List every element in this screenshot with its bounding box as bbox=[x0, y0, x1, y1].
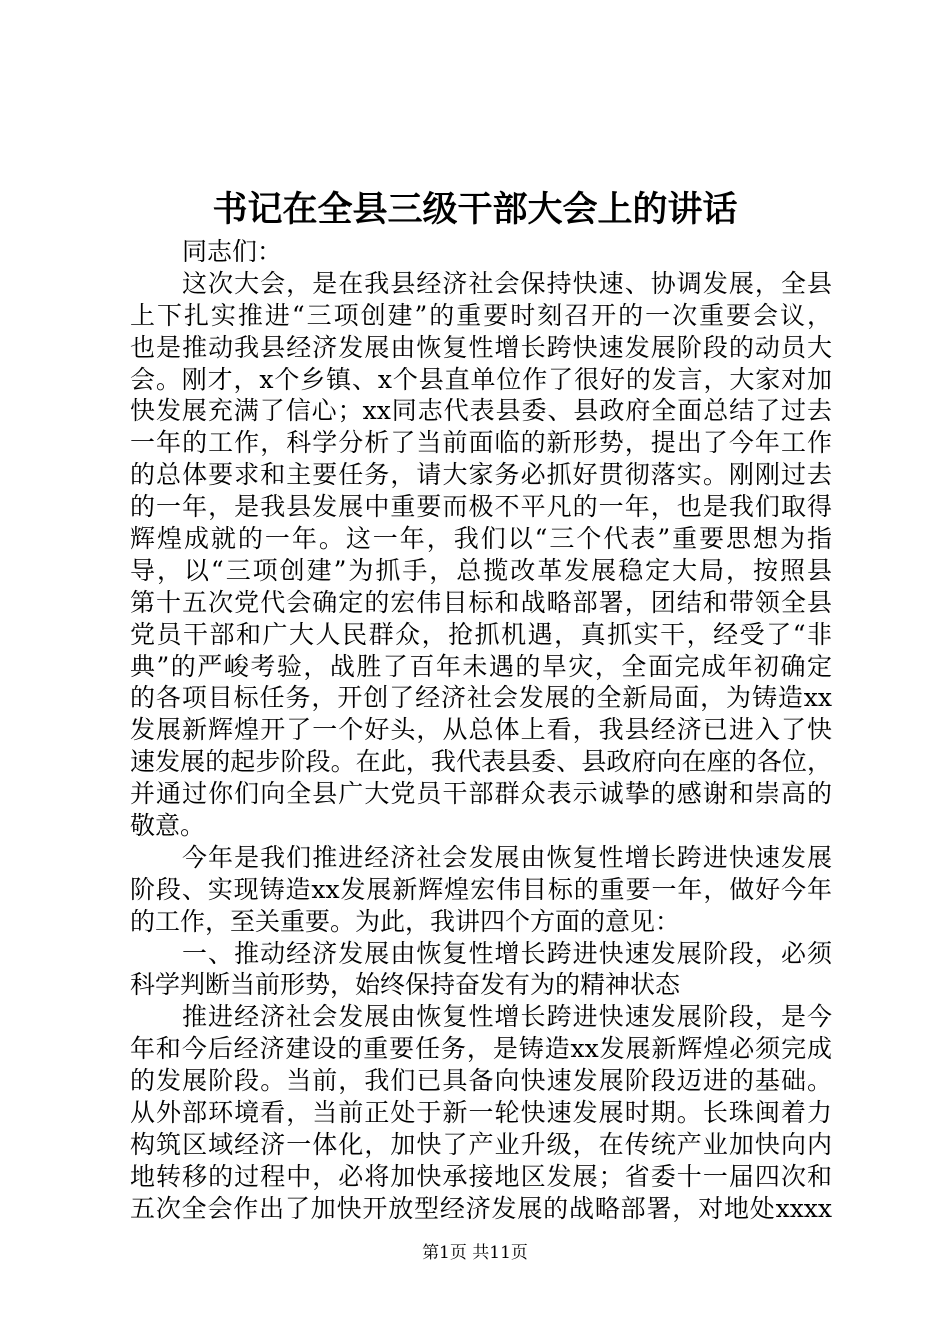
body-line: 一、推动经济发展由恢复性增长跨进快速发展阶段，必须 bbox=[182, 938, 832, 968]
body-line: 同志们： bbox=[182, 237, 283, 266]
body-line: 一年的工作，科学分析了当前面临的新形势，提出了今年工作 bbox=[130, 428, 832, 458]
body-line: 会。刚才，x个乡镇、x个县直单位作了很好的发言，大家对加 bbox=[130, 364, 832, 394]
body-line: 典”的严峻考验，战胜了百年未遇的旱灾，全面完成年初确定 bbox=[130, 651, 832, 681]
body-line: 构筑区域经济一体化，加快了产业升级，在传统产业加快向内 bbox=[130, 1129, 832, 1159]
body-line: 的发展阶段。当前，我们已具备向快速发展阶段迈进的基础。 bbox=[130, 1066, 832, 1096]
body-line: 的总体要求和主要任务，请大家务必抓好贯彻落实。刚刚过去 bbox=[130, 460, 832, 490]
body-line: 辉煌成就的一年。这一年，我们以“三个代表”重要思想为指 bbox=[130, 524, 832, 554]
body-line: 党员干部和广大人民群众，抢抓机遇，真抓实干，经受了“非 bbox=[130, 619, 832, 649]
body-line: 上下扎实推进“三项创建”的重要时刻召开的一次重要会议， bbox=[130, 300, 832, 330]
body-line: 这次大会，是在我县经济社会保持快速、协调发展，全县 bbox=[182, 268, 832, 298]
body-line: 的一年，是我县发展中重要而极不平凡的一年，也是我们取得 bbox=[130, 492, 832, 522]
body-line: 并通过你们向全县广大党员干部群众表示诚挚的感谢和崇高的 bbox=[130, 779, 832, 809]
body-line: 发展新辉煌开了一个好头，从总体上看，我县经济已进入了快 bbox=[130, 715, 832, 745]
body-line: 速发展的起步阶段。在此，我代表县委、县政府向在座的各位， bbox=[130, 747, 832, 777]
body-line: 科学判断当前形势，始终保持奋发有为的精神状态 bbox=[130, 970, 681, 1000]
body-line: 年和今后经济建设的重要任务，是铸造xx发展新辉煌必须完成 bbox=[130, 1034, 832, 1064]
document-title: 书记在全县三级干部大会上的讲话 bbox=[212, 189, 738, 230]
body-line: 今年是我们推进经济社会发展由恢复性增长跨进快速发展 bbox=[182, 842, 832, 872]
document-body bbox=[130, 236, 832, 1225]
body-line: 敬意。 bbox=[130, 811, 206, 841]
body-line: 阶段、实现铸造xx发展新辉煌宏伟目标的重要一年，做好今年 bbox=[130, 874, 832, 904]
body-line: 五次全会作出了加快开放型经济发展的战略部署，对地处xxxx bbox=[130, 1193, 832, 1223]
body-line: 第十五次党代会确定的宏伟目标和战略部署，团结和带领全县 bbox=[130, 587, 832, 617]
body-line: 导，以“三项创建”为抓手，总揽改革发展稳定大局，按照县 bbox=[130, 555, 832, 585]
page-footer: 第1页 共11页 bbox=[422, 1243, 528, 1263]
body-line: 也是推动我县经济发展由恢复性增长跨快速发展阶段的动员大 bbox=[130, 332, 832, 362]
body-line: 从外部环境看，当前正处于新一轮快速发展时期。长珠闽着力 bbox=[130, 1098, 832, 1128]
body-line: 的各项目标任务，开创了经济社会发展的全新局面，为铸造xx bbox=[130, 683, 832, 713]
body-line: 的工作，至关重要。为此，我讲四个方面的意见： bbox=[130, 906, 681, 936]
body-line: 地转移的过程中，必将加快承接地区发展；省委十一届四次和 bbox=[130, 1161, 832, 1191]
body-line: 快发展充满了信心；xx同志代表县委、县政府全面总结了过去 bbox=[130, 396, 832, 426]
body-line: 推进经济社会发展由恢复性增长跨进快速发展阶段，是今 bbox=[182, 1002, 832, 1032]
